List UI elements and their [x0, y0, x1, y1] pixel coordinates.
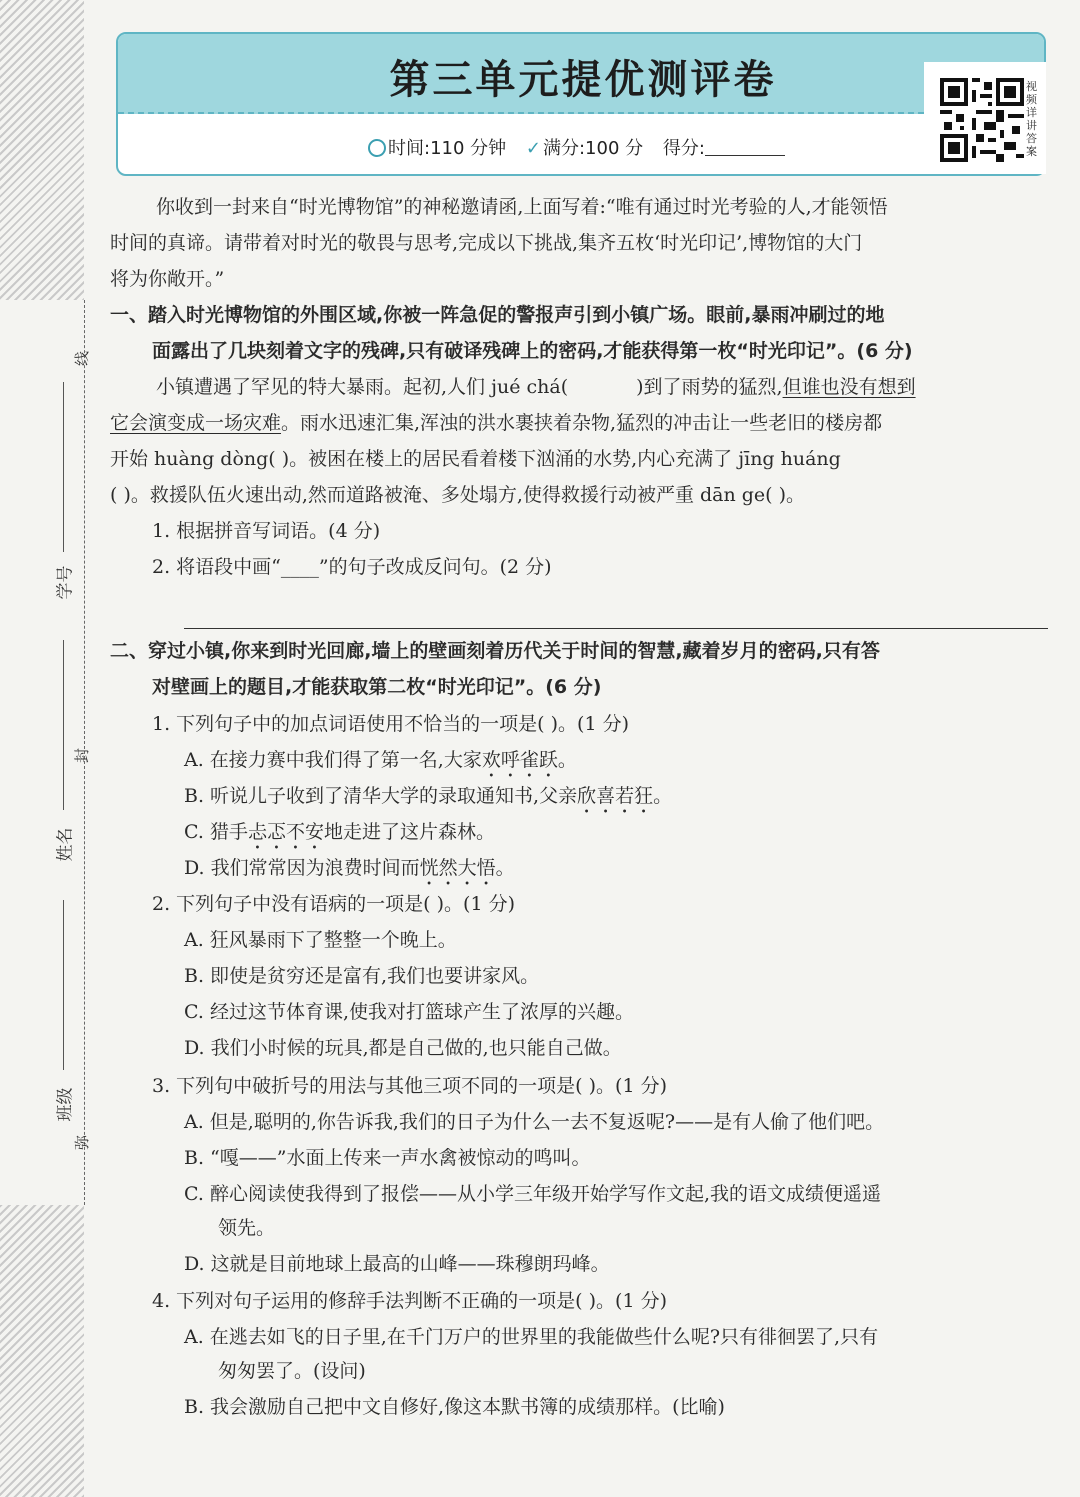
qr-panel	[924, 62, 1046, 174]
binding-word-feng: 封	[73, 747, 92, 764]
binding-stripe-top	[0, 0, 84, 300]
binding-stripe-bottom	[0, 1205, 84, 1497]
question-2-1: 1. 下列句子中的加点词语使用不恰当的一项是( )。(1 分)	[152, 713, 629, 735]
question-1-2: 2. 将语段中画“____”的句子改成反问句。(2 分)	[152, 556, 552, 578]
intro-line-2: 时间的真谛。请带着对时光的敬畏与思考,完成以下挑战,集齐五枚‘时光印记’,博物馆的大门	[110, 232, 863, 254]
option-2-4-a[interactable]: A. 在逃去如飞的日子里,在千门万户的世界里的我能做些什么呢?只有徘徊罢了,只有	[184, 1326, 879, 1348]
class-label: 班级	[55, 1087, 76, 1122]
name-label: 姓名	[55, 827, 76, 862]
section-2-heading: 二、穿过小镇,你来到时光回廊,墙上的壁画刻着历代关于时间的智慧,藏着岁月的密码,只有答	[110, 640, 880, 662]
option-2-2-d[interactable]: D. 我们小时候的玩具,都是自己做的,也只能自己做。	[184, 1037, 622, 1059]
clock-icon	[368, 139, 386, 157]
option-2-4-a-cont: 匆匆罢了。(设问)	[218, 1360, 366, 1382]
score-blank[interactable]	[705, 139, 785, 156]
option-2-3-a[interactable]: A. 但是,聪明的,你告诉我,我们的日子为什么一去不复返呢?——是有人偷了他们吧。	[184, 1111, 885, 1133]
intro-line-1: 你收到一封来自“时光博物馆”的神秘邀请函,上面写着:“唯有通过时光考验的人,才能领悟	[156, 196, 888, 218]
passage-line-3: 开始 huàng dòng( )。被困在楼上的居民看着楼下汹涌的水势,内心充满了 jīng huáng	[110, 448, 841, 470]
option-2-3-d[interactable]: D. 这就是目前地球上最高的山峰——珠穆朗玛峰。	[184, 1253, 610, 1275]
option-2-3-c-cont: 领先。	[218, 1217, 276, 1239]
underlined-sentence-part-1: 但谁也没有想到	[782, 376, 916, 398]
section-2-heading-cont: 对壁画上的题目,才能获取第二枚“时光印记”。(6 分)	[152, 676, 602, 698]
passage-line-2: 它会演变成一场灾难。雨水迅速汇集,浑浊的洪水裹挟着杂物,猛烈的冲击让一些老旧的楼房都	[110, 412, 883, 434]
student-id-line	[63, 382, 64, 552]
option-2-1-d[interactable]: D. 我们常常因为浪费时间而恍然大悟。	[184, 857, 515, 879]
binding-word-xian: 线	[73, 350, 92, 367]
student-id-label: 学号	[55, 565, 76, 600]
time-info: 时间:110 分钟	[368, 138, 506, 159]
option-2-3-c[interactable]: C. 醉心阅读使我得到了报偿——从小学三年级开始学写作文起,我的语文成绩便遥遥	[184, 1183, 881, 1205]
option-2-2-c[interactable]: C. 经过这节体育课,使我对打篮球产生了浓厚的兴趣。	[184, 1001, 634, 1023]
exam-header	[116, 32, 1046, 176]
answer-line[interactable]	[184, 628, 1048, 629]
option-2-1-a[interactable]: A. 在接力赛中我们得了第一名,大家欢呼雀跃。	[184, 749, 577, 771]
question-2-2: 2. 下列句子中没有语病的一项是( )。(1 分)	[152, 893, 515, 915]
question-2-4: 4. 下列对句子运用的修辞手法判断不正确的一项是( )。(1 分)	[152, 1290, 667, 1312]
question-1-1: 1. 根据拼音写词语。(4 分)	[152, 520, 381, 542]
question-2-3: 3. 下列句中破折号的用法与其他三项不同的一项是( )。(1 分)	[152, 1075, 667, 1097]
option-2-2-a[interactable]: A. 狂风暴雨下了整整一个晚上。	[184, 929, 457, 951]
qr-code-icon[interactable]	[940, 78, 1024, 162]
page-title: 第三单元提优测评卷	[389, 56, 777, 103]
section-1-heading-cont: 面露出了几块刻着文字的残碑,只有破译残碑上的密码,才能获得第一枚“时光印记”。(6 分)	[152, 340, 913, 362]
class-line	[63, 900, 64, 1070]
intro-line-3: 将为你敞开。”	[110, 268, 225, 290]
check-icon: ✓	[525, 138, 541, 159]
qr-caption: 视频详讲答案	[1026, 80, 1037, 158]
passage-line-1: 小镇遭遇了罕见的特大暴雨。起初,人们 jué chá( )到了雨势的猛烈,但谁也没有想到	[156, 376, 916, 398]
passage-line-4: ( )。救援队伍火速出动,然而道路被淹、多处塌方,使得救援行动被严重 dān ge( )。	[110, 484, 806, 506]
underlined-sentence-part-2: 它会演变成一场灾难	[110, 412, 282, 434]
option-2-1-b[interactable]: B. 听说儿子收到了清华大学的录取通知书,父亲欣喜若狂。	[184, 785, 673, 807]
score-field[interactable]: 得分:	[663, 138, 785, 159]
option-2-4-b[interactable]: B. 我会激励自己把中文自修好,像这本默书簿的成绩那样。(比喻)	[184, 1396, 725, 1418]
exam-meta	[368, 134, 799, 160]
option-2-1-c[interactable]: C. 猎手忐忑不安地走进了这片森林。	[184, 821, 495, 843]
name-line	[63, 640, 64, 810]
option-2-2-b[interactable]: B. 即使是贫穷还是富有,我们也要讲家风。	[184, 965, 540, 987]
option-2-3-b[interactable]: B. “嘎——”水面上传来一声水禽被惊动的鸣叫。	[184, 1147, 591, 1169]
full-score-info: ✓ 满分:100 分	[525, 138, 644, 159]
section-1-heading: 一、踏入时光博物馆的外围区域,你被一阵急促的警报声引到小镇广场。眼前,暴雨冲刷过的地	[110, 304, 885, 326]
binding-word-mi: 弥	[73, 1134, 92, 1151]
